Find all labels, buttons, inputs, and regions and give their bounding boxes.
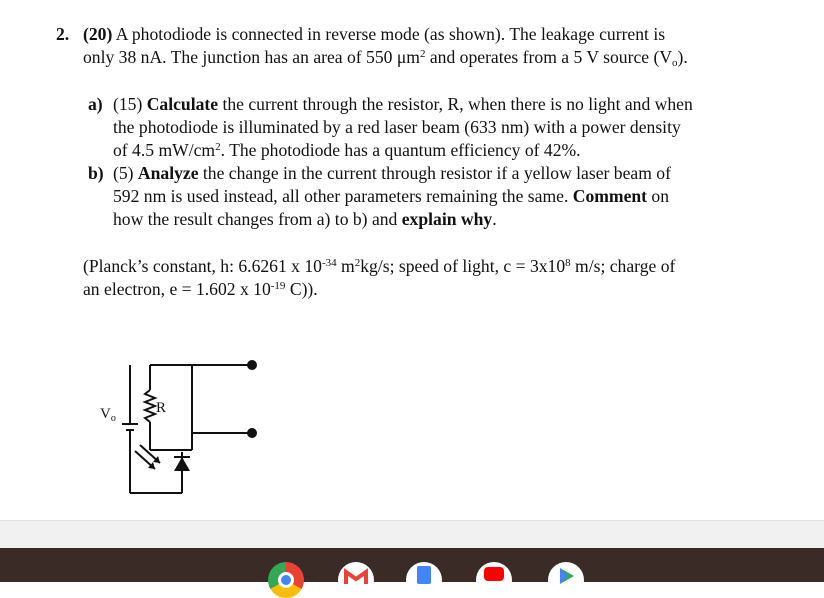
part-b-line1: (5) Analyze the change in the current through resistor if a yellow laser beam of xyxy=(113,163,671,183)
taskbar xyxy=(0,548,824,582)
gmail-icon[interactable] xyxy=(338,562,374,598)
part-a-line1: (15) Calculate the current through the resistor, R, when there is no light and when xyxy=(113,94,693,114)
chrome-icon[interactable] xyxy=(268,562,304,598)
part-b-label: b) xyxy=(88,163,104,183)
question-number: 2. xyxy=(56,24,70,44)
youtube-icon[interactable] xyxy=(476,562,512,598)
photodiode-circuit-diagram xyxy=(90,350,270,500)
google-docs-icon[interactable] xyxy=(406,562,442,598)
part-a-line2: the photodiode is illuminated by a red laser beam (633 nm) with a power density xyxy=(113,117,681,137)
question-intro-line2: only 38 nA. The junction has an area of 550 $\mu m^2$ and operates from a 5 V source $(V_o)$. xyxy=(83,47,688,69)
question-intro-line1: (20) A photodiode is connected in reverse mode (as shown). The leakage current is xyxy=(83,24,666,44)
bottom-terminal xyxy=(247,428,257,438)
part-a-label: a) xyxy=(88,94,103,114)
question-marks: (20) xyxy=(83,24,113,44)
play-store-icon[interactable] xyxy=(548,562,584,598)
part-b-line2: 592 nm is used instead, all other parameters remaining the same. Comment on xyxy=(113,186,670,206)
part-b-line3: how the result changes from a) to b) and explain why. xyxy=(113,209,497,229)
window-bottom-bar xyxy=(0,520,824,549)
constants-line1: (Planck’s constant, h: 6.6261 x $10^{-34}$ $m^2kg/s$; speed of light, $c = 3x10^8$ m/s; charge of xyxy=(83,256,676,276)
part-a-line3: of 4.5 $mW/cm^2$. The photodiode has a quantum efficiency of 42%. xyxy=(113,140,581,160)
source-label: $V_o$ xyxy=(100,406,116,424)
photodiode-symbol xyxy=(174,457,190,471)
resistor-symbol xyxy=(145,390,155,422)
resistor-label: R xyxy=(156,400,167,416)
constants-line2: an electron, e = 1.602 x $10^{-19}$ C)). xyxy=(83,279,318,299)
top-terminal xyxy=(247,360,257,370)
